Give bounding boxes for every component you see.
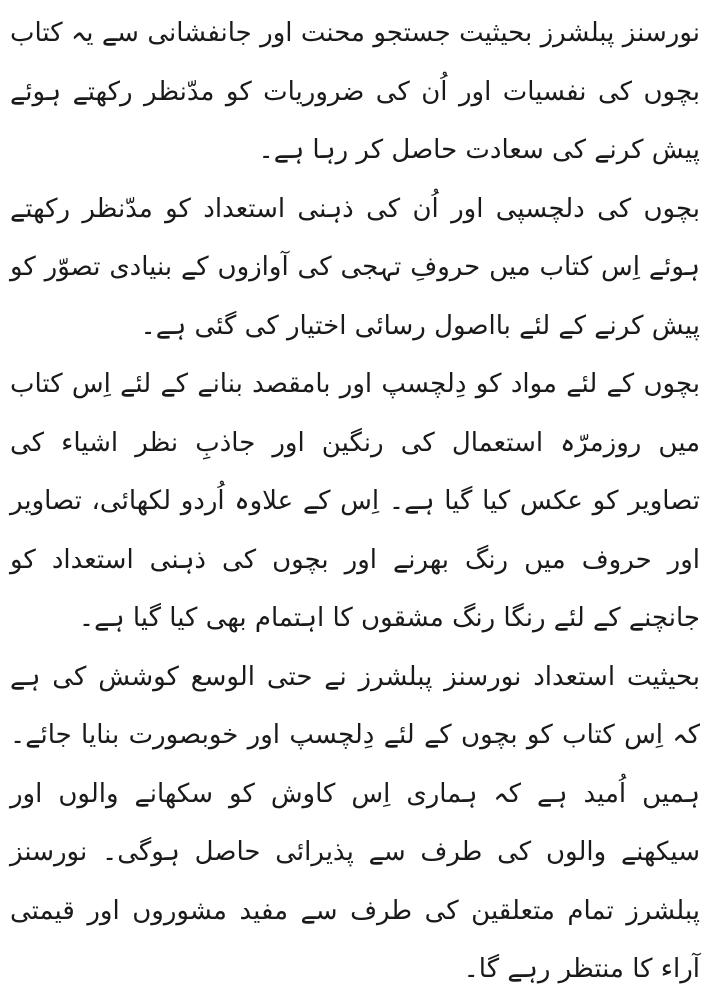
paragraph-publisher-intro: نورسنز پبلشرز بحیثیت جستجو محنت اور جانفشانی سے یہ کتاب بچوں کی نفسیات اور اُن کی ضروریات کو مدّنظر رکھتے ہوئے پیش کرنے کی سعادت حاصل کر رہا ہے۔: [10, 18, 700, 165]
preface-text: [10, 4, 700, 999]
paragraph-alphabet-sounds: بچوں کی دلچسپی اور اُن کی ذہنی استعداد کو مدّنظر رکھتے ہوئے اِس کتاب میں حروفِ تہجی کی آوازوں کے بنیادی تصوّر کو پیش کرنے کے لئے بااصول رسائی اختیار کی گئی ہے۔: [10, 193, 700, 341]
paragraph-material-and-exercises: بچوں کے لئے مواد کو دِلچسپ اور بامقصد بنانے کے لئے اِس کتاب میں روزمرّہ استعمال کی رنگین اور جاذبِ نظر اشیاء کی تصاویر کو عکس کیا گیا ہے۔ اِس کے علاوہ اُردو لکھائی، تصاویر اور حروف میں رنگ بھرنے اور بچوں کی ذہنی استعداد کو جانچنے کے لئے رنگا رنگ مشقوں کا اہتمام بھی کیا گیا ہے۔: [10, 369, 700, 633]
paragraph-feedback-request: بحیثیت استعداد نورسنز پبلشرز نے حتی الوسع کوشش کی ہے کہ اِس کتاب کو بچوں کے لئے دِلچسپ اور خوبصورت بنایا جائے۔ ہمیں اُمید ہے کہ ہماری اِس کاوش کو سکھانے والوں اور سیکھنے والوں کی طرف سے پذیرائی حاصل ہوگی۔ نورسنز پبلشرز تمام متعلقین کی طرف سے مفید مشوروں اور قیمتی آراء کا منتظر رہے گا۔: [10, 661, 700, 984]
